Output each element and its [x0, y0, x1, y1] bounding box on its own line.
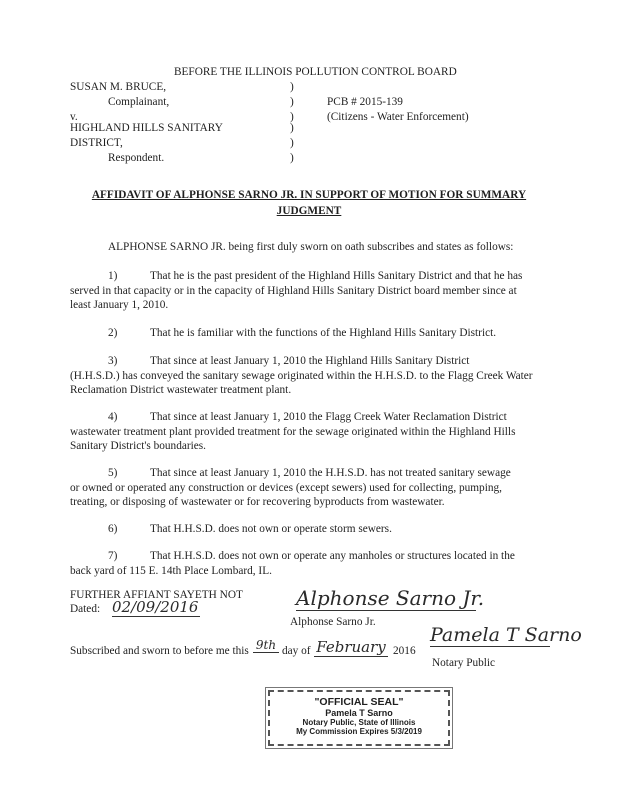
official-seal-stamp — [268, 690, 450, 746]
dated-value: 02/09/2016 — [112, 598, 199, 616]
dated-label: Dated: — [70, 603, 101, 615]
respondent-name-2: DISTRICT, — [70, 137, 123, 149]
document-title-line1: AFFIDAVIT OF ALPHONSE SARNO JR. IN SUPPORT OF MOTION FOR SUMMARY — [91, 189, 527, 201]
month-value: February — [314, 638, 388, 657]
paragraph-5: 5) That since at least January 1, 2010 the H.H.S.D. has not treated sanitary sewage or owned or operated any construction or devices (except sewers) used for collecting, pumping, treating, or disposing of wastewater or for recovering byproducts from wastewater. — [70, 467, 511, 509]
affiant-signature: Alphonse Sarno Jr. — [296, 586, 485, 610]
notary-signature: Pamela T Sarno — [430, 624, 582, 646]
board-heading: BEFORE THE ILLINOIS POLLUTION CONTROL BOARD — [174, 66, 457, 78]
complainant-role: Complainant, — [108, 96, 170, 108]
paragraph-7: 7) That H.H.S.D. does not own or operate any manholes or structures located in the back yard of 115 E. 14th Place Lombard, IL. — [70, 550, 515, 577]
seal-name: Pamela T Sarno — [325, 708, 393, 718]
seal-line1: Notary Public, State of Illinois — [302, 718, 416, 727]
case-type: (Citizens - Water Enforcement) — [327, 111, 469, 123]
paragraph-3: 3) That since at least January 1, 2010 the Highland Hills Sanitary District (H.H.S.D.) has conveyed the sanitary sewage originated within the H.H.S.D. to the Flagg Creek Water Reclamation District wastewater treatment plant. — [70, 355, 533, 397]
notary-label: Notary Public — [432, 657, 496, 669]
subscribed-text: Subscribed and sworn to before me this — [70, 645, 249, 657]
document-title-line2: JUDGMENT — [276, 205, 342, 217]
paragraph-4: 4) That since at least January 1, 2010 the Flagg Creek Water Reclamation District wastewater treatment plant provided treatment for the sewage originated within the Highland Hills Sanitary District's boundaries. — [70, 411, 516, 453]
seal-line2: My Commission Expires 5/3/2019 — [296, 727, 422, 736]
sworn-year: 2016 — [393, 645, 416, 657]
intro-statement: ALPHONSE SARNO JR. being first duly sworn on oath subscribes and states as follows: — [108, 241, 514, 253]
paragraph-6: 6) That H.H.S.D. does not own or operate storm sewers. — [108, 523, 392, 535]
paragraph-2: 2) That he is familiar with the functions of the Highland Hills Sanitary District. — [108, 327, 497, 339]
seal-title: "OFFICIAL SEAL" — [314, 696, 404, 708]
paragraph-1: 1) That he is the past president of the Highland Hills Sanitary District and that he has served in that capacity or in the capacity of Highland Hills Sanitary District board member since at least January 1, 2010. — [70, 270, 523, 312]
versus: v. — [70, 111, 78, 123]
day-value: 9th — [253, 638, 279, 653]
respondent-name-1: HIGHLAND HILLS SANITARY — [70, 122, 223, 134]
respondent-role: Respondent. — [108, 152, 165, 164]
day-of: day of — [282, 645, 311, 657]
further-affiant: FURTHER AFFIANT SAYETH NOT — [70, 589, 243, 601]
affiant-name: Alphonse Sarno Jr. — [290, 616, 376, 628]
case-number: PCB # 2015-139 — [327, 96, 403, 108]
complainant-name: SUSAN M. BRUCE, — [70, 81, 167, 93]
